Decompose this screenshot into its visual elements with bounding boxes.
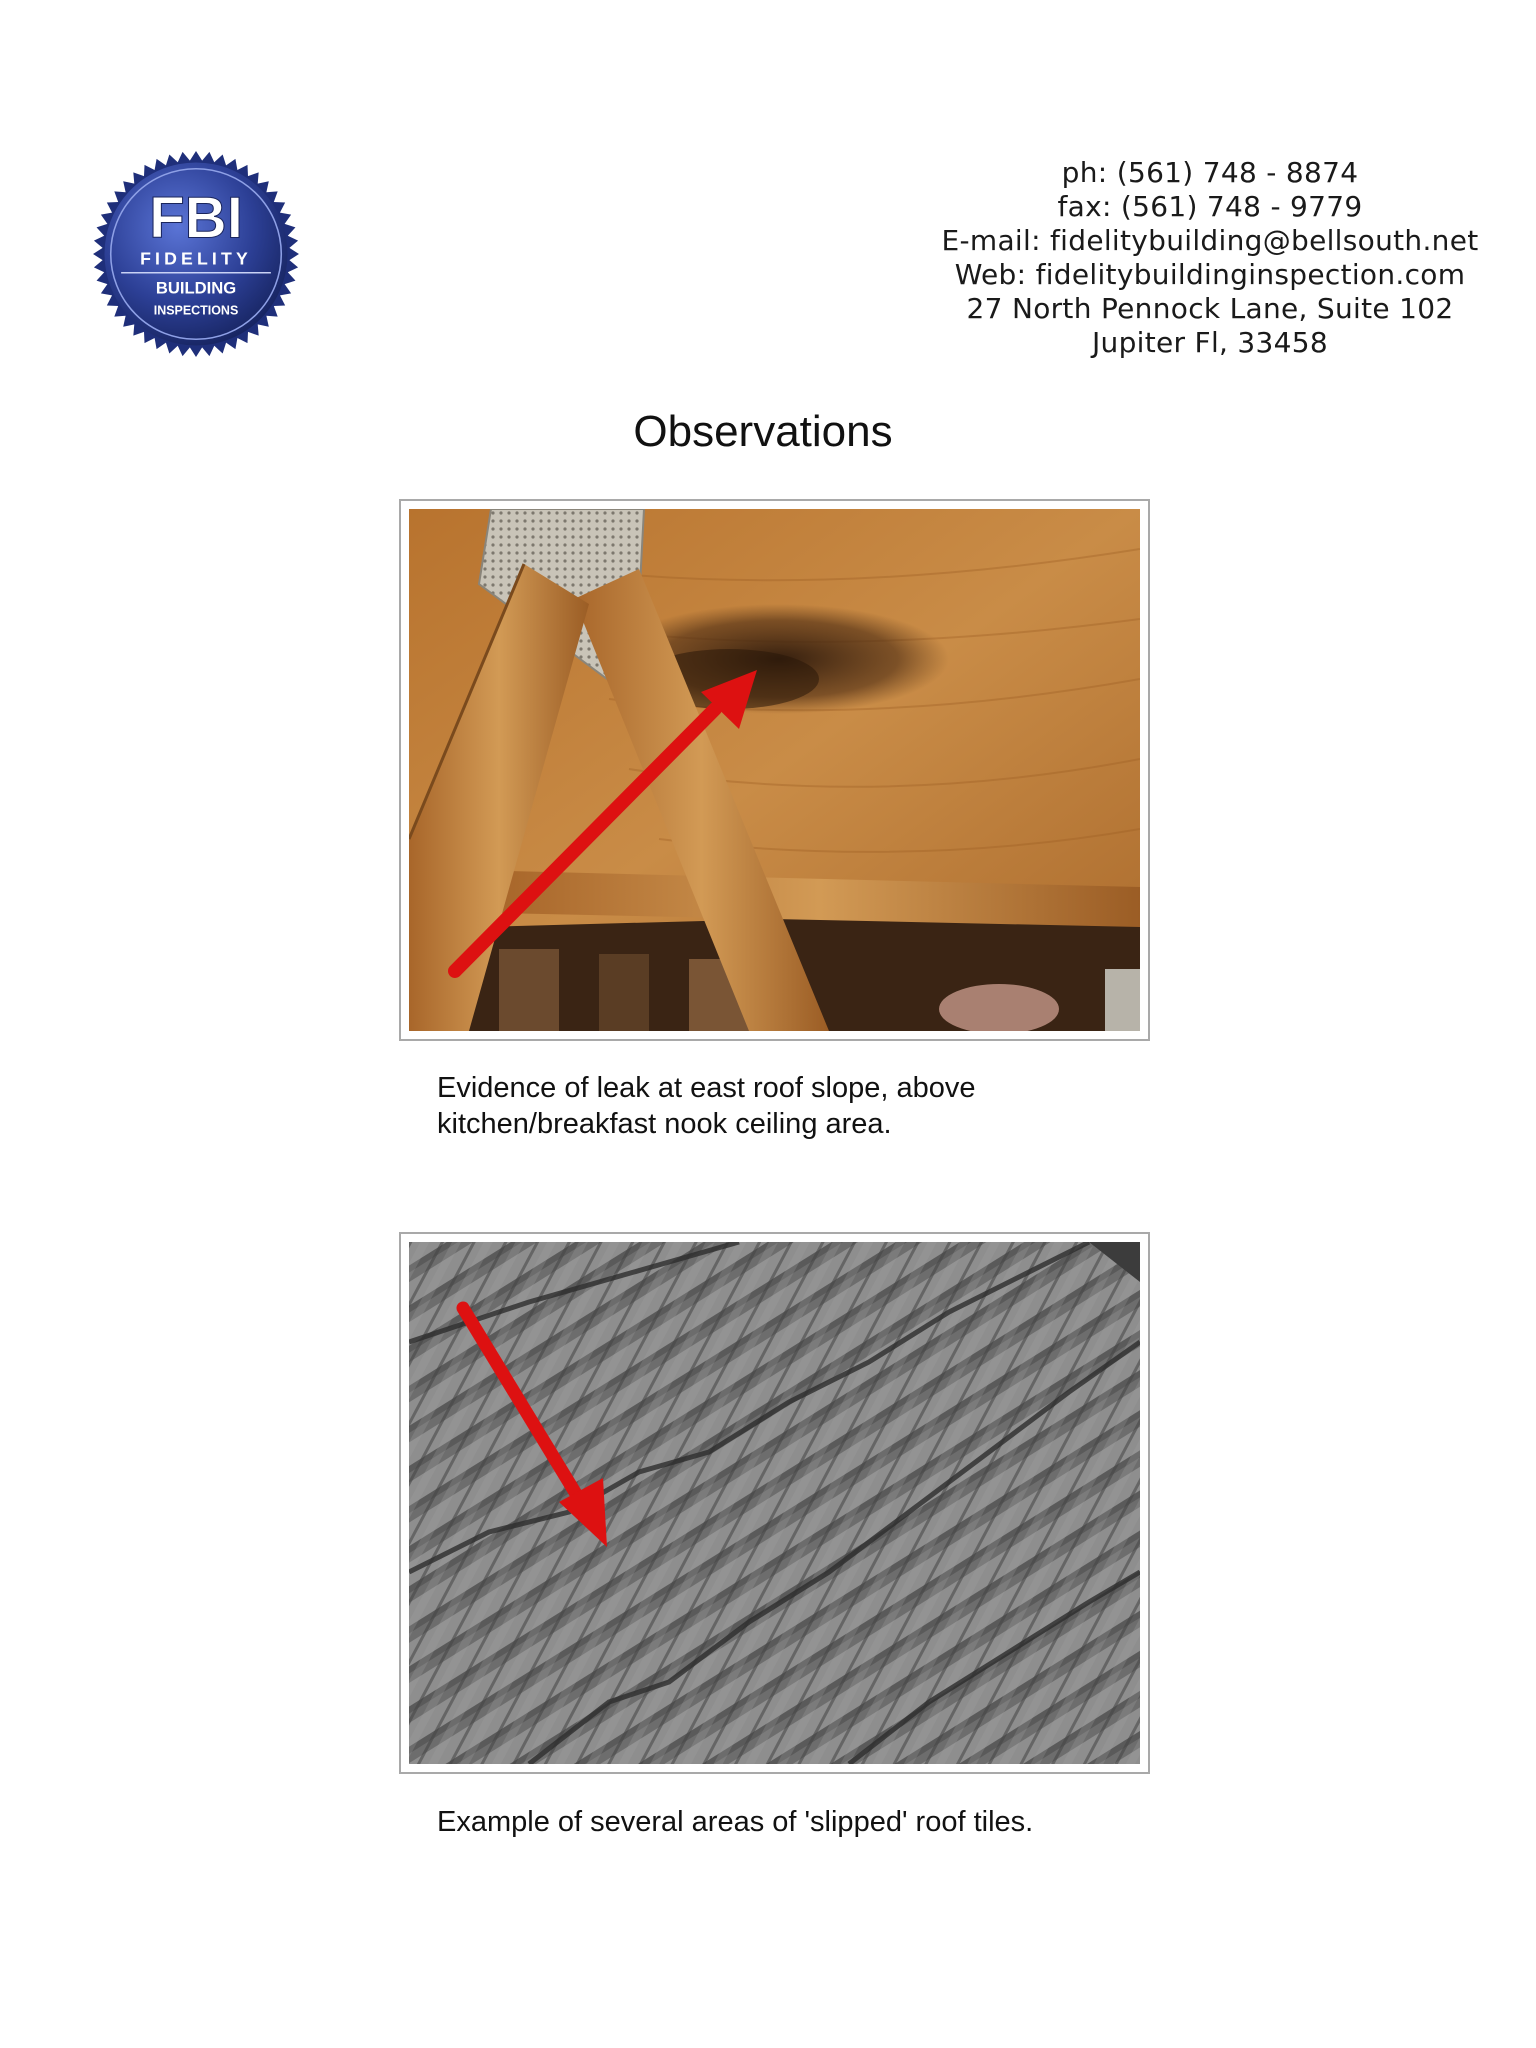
caption-line: kitchen/breakfast nook ceiling area. [437,1108,892,1140]
page-title-text: Observations [633,407,893,456]
company-logo [92,150,300,358]
logo-text-main: FBI [149,185,243,251]
contact-address-line1: 27 North Pennock Lane, Suite 102 [966,292,1454,325]
caption-line: Evidence of leak at east roof slope, above [437,1072,976,1104]
roof-tiles-illustration [409,1242,1140,1764]
logo-text-fidelity: FIDELITY [140,248,252,269]
roof-tiles-photo [409,1242,1140,1764]
contact-email: E-mail: fidelitybuilding@bellsouth.net [941,224,1479,257]
contact-web: Web: fidelitybuildinginspection.com [954,258,1466,291]
observation-caption-2 [437,1804,1137,1840]
contact-address-line2: Jupiter Fl, 33458 [1091,326,1329,359]
caption-line: Example of several areas of 'slipped' roof tiles. [437,1806,1034,1838]
logo-seal [92,150,300,358]
page-title [0,405,1536,459]
contact-block [900,156,1520,360]
logo-text-building: BUILDING [155,278,237,298]
contact-fax: fax: (561) 748 - 9779 [1057,190,1363,223]
attic-leak-illustration [409,509,1140,1031]
observation-caption-1 [437,1070,1137,1142]
observation-photo-1 [399,499,1150,1041]
observation-photo-2 [399,1232,1150,1774]
logo-text-inspections: INSPECTIONS [153,303,239,318]
contact-phone: ph: (561) 748 - 8874 [1061,156,1359,189]
attic-leak-photo [409,509,1140,1031]
